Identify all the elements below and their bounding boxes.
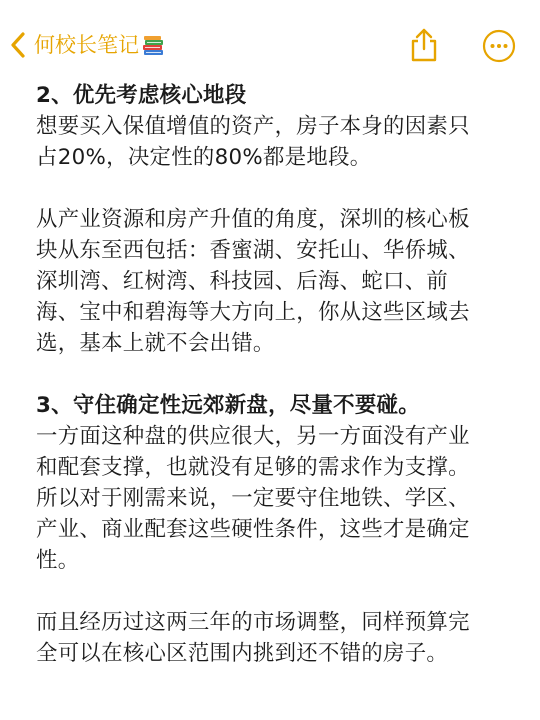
paragraph-line: 占20%，决定性的80%都是地段。: [36, 145, 372, 170]
navigation-bar: [0, 0, 540, 80]
paragraph-line: 而且经历过这两三年的市场调整，同样预算完: [36, 610, 470, 635]
back-button[interactable]: [10, 28, 165, 62]
more-icon: [482, 48, 516, 67]
share-icon: [406, 49, 442, 68]
paragraph-line: 一方面这种盘的供应很大，另一方面没有产业: [36, 424, 470, 449]
paragraph-line: 从产业资源和房产升值的角度，深圳的核心板: [36, 207, 470, 232]
paragraph-line: 选，基本上就不会出错。: [36, 331, 275, 356]
paragraph-line: 想要买入保值增值的资产，房子本身的因素只: [36, 114, 470, 139]
back-label-text: 何校长笔记: [34, 33, 139, 57]
paragraph-line: 产业、商业配套这些硬性条件，这些才是确定: [36, 517, 470, 542]
paragraph-line: 深圳湾、红树湾、科技园、后海、蛇口、前: [36, 269, 449, 294]
more-button[interactable]: [482, 29, 516, 63]
share-button[interactable]: [406, 26, 442, 64]
paragraph-line: 块从东至西包括：香蜜湖、安托山、华侨城、: [36, 238, 470, 263]
chevron-left-icon: [10, 32, 26, 58]
paragraph-line: 全可以在核心区范围内挑到还不错的房子。: [36, 641, 449, 666]
paragraph-line: 海、宝中和碧海等大方向上，你从这些区域去: [36, 300, 470, 325]
section-heading: 2、优先考虑核心地段: [36, 83, 247, 108]
back-label: [34, 28, 165, 62]
paragraph-gap: [36, 359, 506, 390]
paragraph-line: 性。: [36, 548, 80, 573]
paragraph-gap: [36, 173, 506, 204]
books-icon: [141, 35, 165, 57]
section-heading: 3、守住确定性远郊新盘，尽量不要碰。: [36, 393, 420, 418]
paragraph-line: 和配套支撑，也就没有足够的需求作为支撑。: [36, 455, 470, 480]
paragraph-gap: [36, 576, 506, 607]
paragraph-line: 所以对于刚需来说，一定要守住地铁、学区、: [36, 486, 470, 511]
note-body[interactable]: [36, 80, 506, 669]
